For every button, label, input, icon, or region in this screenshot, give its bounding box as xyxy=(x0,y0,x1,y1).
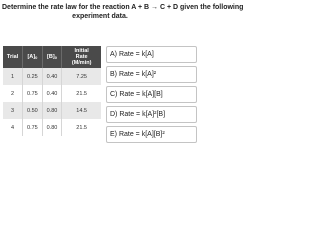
cell-trial: 4 xyxy=(3,119,23,136)
answer-option-c[interactable]: C) Rate = k[A][B] xyxy=(106,86,197,103)
cell-rate: 7.25 xyxy=(62,68,101,85)
cell-rate: 14.5 xyxy=(62,102,101,119)
header-a-main: [A] xyxy=(27,53,36,60)
table-header-row xyxy=(3,46,101,68)
header-rate-line-1: Initial xyxy=(74,48,89,54)
cell-a: 0.75 xyxy=(23,85,43,102)
cell-b: 0.80 xyxy=(42,119,62,136)
question-line-1: Determine the rate law for the reaction A + B → C + D given the following xyxy=(2,4,244,11)
cell-trial: 3 xyxy=(3,102,23,119)
cell-a: 0.50 xyxy=(23,102,43,119)
header-rate-line-3: (M/min) xyxy=(71,60,92,66)
question-line-2: experiment data. xyxy=(72,13,128,20)
cell-trial: 2 xyxy=(3,85,23,102)
answer-options xyxy=(106,46,197,146)
table-row xyxy=(3,68,101,85)
header-a-subscript: 0 xyxy=(35,54,38,60)
cell-b: 0.40 xyxy=(42,68,62,85)
cell-rate: 21.5 xyxy=(62,119,101,136)
header-initial-rate xyxy=(62,46,101,68)
answer-option-d[interactable]: D) Rate = k[A]²[B] xyxy=(106,106,197,123)
cell-trial: 1 xyxy=(3,68,23,85)
header-b-main: [B] xyxy=(47,53,55,60)
answer-option-a[interactable]: A) Rate = k[A] xyxy=(106,46,197,63)
experiment-data-table xyxy=(3,46,101,136)
table-row xyxy=(3,102,101,119)
header-b-concentration xyxy=(42,46,62,68)
question-text xyxy=(2,3,244,21)
header-rate-line-2: Rate xyxy=(75,54,88,60)
header-b-subscript: 0 xyxy=(54,54,57,60)
cell-rate: 21.5 xyxy=(62,85,101,102)
cell-b: 0.80 xyxy=(42,102,62,119)
cell-a: 0.75 xyxy=(23,119,43,136)
header-a-concentration xyxy=(23,46,43,68)
header-trial: Trial xyxy=(3,46,23,68)
table-row xyxy=(3,85,101,102)
answer-option-e[interactable]: E) Rate = k[A][B]² xyxy=(106,126,197,143)
cell-b: 0.40 xyxy=(42,85,62,102)
cell-a: 0.25 xyxy=(23,68,43,85)
answer-option-b[interactable]: B) Rate = k[A]² xyxy=(106,66,197,83)
table-row xyxy=(3,119,101,136)
